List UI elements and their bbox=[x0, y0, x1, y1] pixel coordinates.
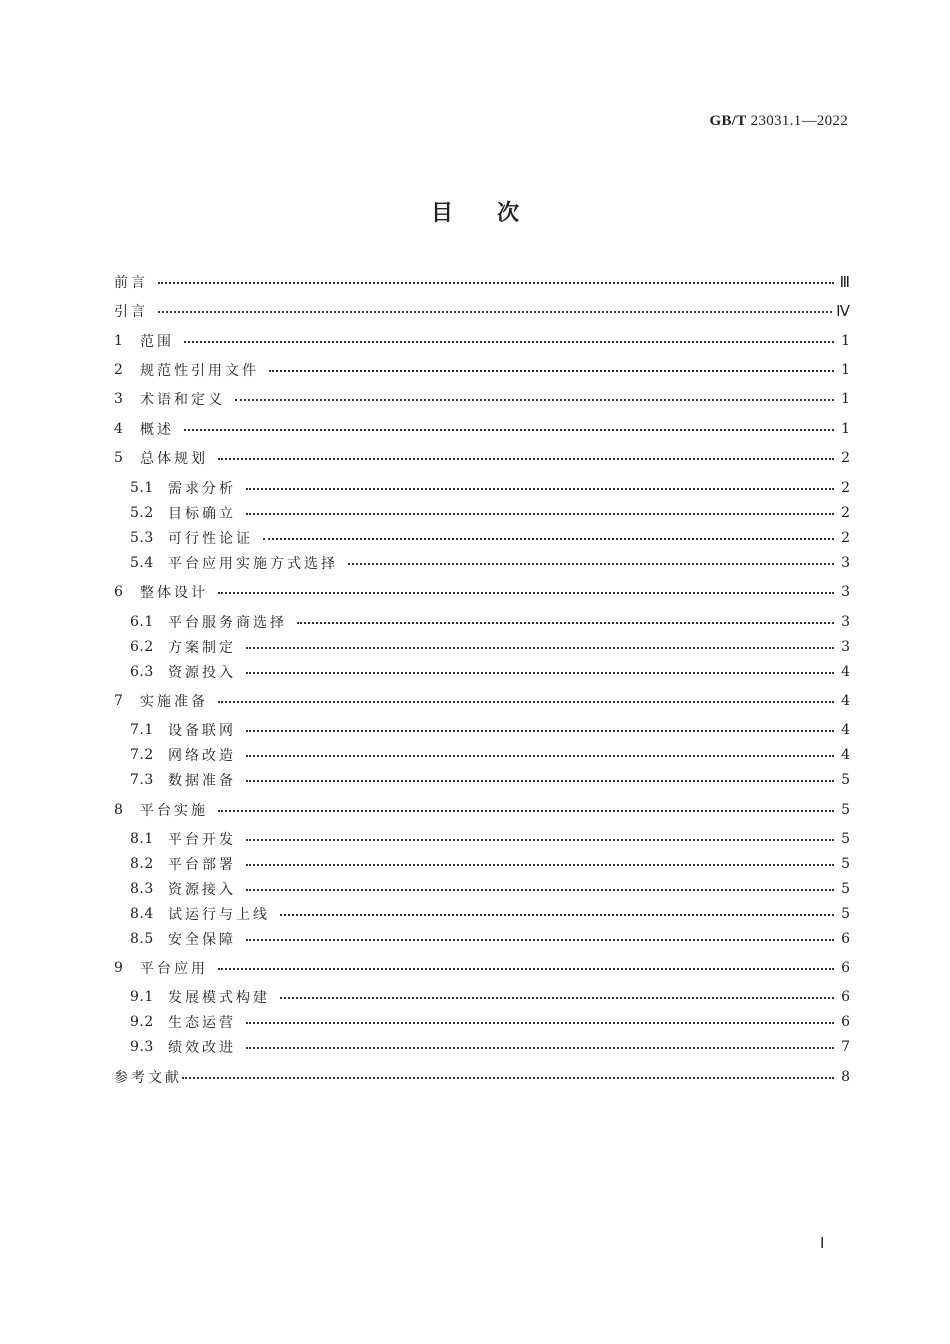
toc-entry-page: 4 bbox=[841, 722, 850, 738]
toc-entry-number: 2 bbox=[114, 362, 124, 378]
toc-dot-leader bbox=[246, 477, 838, 499]
toc-entry-page: 6 bbox=[841, 989, 850, 1005]
toc-entry[interactable] bbox=[114, 719, 850, 741]
toc-entry-label: 网络改造 bbox=[168, 748, 236, 764]
toc-entry-label: 可行性论证 bbox=[168, 531, 253, 547]
toc-entry-page: 5 bbox=[841, 772, 850, 788]
toc-entry-page: 3 bbox=[841, 614, 850, 630]
toc-entry-label: 试运行与上线 bbox=[168, 907, 270, 923]
toc-entry[interactable] bbox=[114, 611, 850, 633]
toc-entry-number: 3 bbox=[114, 391, 124, 407]
toc-entry-number: 9.3 bbox=[130, 1039, 154, 1055]
standard-code bbox=[710, 113, 848, 130]
toc-entry[interactable] bbox=[114, 271, 850, 293]
toc-entry[interactable] bbox=[114, 418, 850, 440]
toc-dot-leader bbox=[158, 300, 836, 322]
toc-entry[interactable] bbox=[114, 388, 850, 410]
toc-entry-page: 6 bbox=[841, 1014, 850, 1030]
toc-dot-leader bbox=[246, 1036, 838, 1058]
toc-dot-leader bbox=[246, 661, 838, 683]
toc-entry-number: 7 bbox=[114, 693, 124, 709]
toc-dot-leader bbox=[218, 799, 838, 821]
toc-entry-label: 引言 bbox=[114, 304, 148, 320]
toc-entry-label: 规范性引用文件 bbox=[140, 363, 259, 379]
toc-entry[interactable] bbox=[114, 1011, 850, 1033]
toc-entry-label: 平台部署 bbox=[168, 857, 236, 873]
toc-entry[interactable] bbox=[114, 477, 850, 499]
toc-entry-label: 方案制定 bbox=[168, 640, 236, 656]
toc-entry-label: 设备联网 bbox=[168, 723, 236, 739]
toc-entry-label: 实施准备 bbox=[140, 694, 208, 710]
toc-entry-number: 1 bbox=[114, 333, 124, 349]
toc-entry[interactable] bbox=[114, 928, 850, 950]
toc-entry[interactable] bbox=[114, 878, 850, 900]
toc-entry-label: 资源投入 bbox=[168, 665, 236, 681]
toc-entry-page: 4 bbox=[841, 747, 850, 763]
toc-entry-number: 6.1 bbox=[130, 614, 154, 630]
toc-entry-label: 概述 bbox=[140, 422, 174, 438]
toc-entry[interactable] bbox=[114, 502, 850, 524]
toc-entry-page: 1 bbox=[841, 362, 850, 378]
toc-entry-number: 8.3 bbox=[130, 881, 154, 897]
toc-entry-number: 9.1 bbox=[130, 989, 154, 1005]
toc-entry-page: 5 bbox=[841, 881, 850, 897]
toc-entry-label: 平台应用实施方式选择 bbox=[168, 556, 338, 572]
toc-entry-number: 6 bbox=[114, 584, 124, 600]
toc-entry[interactable] bbox=[114, 769, 850, 791]
toc-entry-page: 2 bbox=[841, 505, 850, 521]
toc-entry-page: Ⅳ bbox=[836, 303, 850, 320]
toc-entry-label: 安全保障 bbox=[168, 932, 236, 948]
toc-entry[interactable] bbox=[114, 1066, 850, 1088]
toc-entry-label: 平台服务商选择 bbox=[168, 615, 287, 631]
toc-dot-leader bbox=[246, 719, 838, 741]
toc-entry[interactable] bbox=[114, 527, 850, 549]
toc-dot-leader bbox=[184, 418, 838, 440]
toc-entry-page: 2 bbox=[841, 480, 850, 496]
toc-entry[interactable] bbox=[114, 853, 850, 875]
toc-dot-leader bbox=[246, 1011, 838, 1033]
toc-entry-page: 1 bbox=[841, 421, 850, 437]
toc-entry-page: 4 bbox=[841, 693, 850, 709]
toc-dot-leader bbox=[218, 690, 838, 712]
toc-entry-number: 8.5 bbox=[130, 931, 154, 947]
toc-entry[interactable] bbox=[114, 903, 850, 925]
toc-dot-leader bbox=[184, 330, 838, 352]
toc-entry-label: 数据准备 bbox=[168, 773, 236, 789]
toc-entry-number: 7.3 bbox=[130, 772, 154, 788]
toc-dot-leader bbox=[158, 271, 838, 293]
toc-dot-leader bbox=[269, 359, 838, 381]
toc-dot-leader bbox=[246, 502, 838, 524]
toc-entry-number: 9 bbox=[114, 960, 124, 976]
page-title: 目次 bbox=[430, 201, 563, 226]
toc-entry-number: 8.2 bbox=[130, 856, 154, 872]
toc-dot-leader bbox=[280, 903, 838, 925]
toc-entry-number: 5.1 bbox=[130, 480, 154, 496]
toc-dot-leader bbox=[246, 878, 838, 900]
toc-entry-page: 3 bbox=[841, 584, 850, 600]
toc-entry[interactable] bbox=[114, 447, 850, 469]
toc-entry[interactable] bbox=[114, 581, 850, 603]
toc-dot-leader bbox=[218, 581, 838, 603]
toc-entry-label: 资源接入 bbox=[168, 882, 236, 898]
toc-dot-leader bbox=[246, 928, 838, 950]
toc-entry-number: 6.2 bbox=[130, 639, 154, 655]
toc-entry-page: 2 bbox=[841, 530, 850, 546]
toc-entry-number: 7.1 bbox=[130, 722, 154, 738]
toc-dot-leader bbox=[246, 769, 838, 791]
toc-entry-page: 6 bbox=[841, 960, 850, 976]
toc-entry[interactable] bbox=[114, 661, 850, 683]
toc-dot-leader bbox=[218, 447, 838, 469]
toc-entry-page: 4 bbox=[841, 664, 850, 680]
toc-entry-page: 8 bbox=[841, 1069, 850, 1085]
toc-dot-leader bbox=[246, 636, 838, 658]
toc-entry-number: 8.4 bbox=[130, 906, 154, 922]
toc-entry-page: 5 bbox=[841, 802, 850, 818]
standard-code-number: 23031.1—2022 bbox=[750, 113, 848, 129]
toc-dot-leader bbox=[263, 527, 838, 549]
toc-entry[interactable] bbox=[114, 330, 850, 352]
toc-entry-label: 平台应用 bbox=[140, 961, 208, 977]
toc-entry[interactable] bbox=[114, 300, 850, 322]
toc-entry-page: 6 bbox=[841, 931, 850, 947]
toc-dot-leader bbox=[280, 986, 838, 1008]
toc-entry-label: 绩效改进 bbox=[168, 1040, 236, 1056]
toc-dot-leader bbox=[235, 388, 838, 410]
toc-entry[interactable] bbox=[114, 986, 850, 1008]
toc-entry-page: 1 bbox=[841, 333, 850, 349]
toc-entry[interactable] bbox=[114, 1036, 850, 1058]
toc-entry[interactable] bbox=[114, 957, 850, 979]
toc-entry-number: 8 bbox=[114, 802, 124, 818]
toc-entry-number: 7.2 bbox=[130, 747, 154, 763]
toc-entry-page: 1 bbox=[841, 391, 850, 407]
toc-entry-label: 发展模式构建 bbox=[168, 990, 270, 1006]
toc-dot-leader bbox=[246, 744, 838, 766]
toc-entry-label: 平台实施 bbox=[140, 803, 208, 819]
toc-entry-number: 6.3 bbox=[130, 664, 154, 680]
toc-entry-page: 5 bbox=[841, 831, 850, 847]
toc-dot-leader bbox=[182, 1066, 838, 1088]
toc-entry[interactable] bbox=[114, 828, 850, 850]
toc-entry-label: 总体规划 bbox=[140, 451, 208, 467]
toc-entry-label: 平台开发 bbox=[168, 832, 236, 848]
toc-entry[interactable] bbox=[114, 552, 850, 574]
toc-entry-number: 5 bbox=[114, 450, 124, 466]
toc-entry-number: 5.4 bbox=[130, 555, 154, 571]
toc-dot-leader bbox=[246, 853, 838, 875]
toc-dot-leader bbox=[348, 552, 838, 574]
toc-entry-number: 5.3 bbox=[130, 530, 154, 546]
toc-entry-label: 术语和定义 bbox=[140, 392, 225, 408]
toc-entry-page: Ⅲ bbox=[839, 274, 850, 291]
toc-entry[interactable] bbox=[114, 744, 850, 766]
toc-entry-label: 需求分析 bbox=[168, 481, 236, 497]
toc-entry-number: 4 bbox=[114, 421, 124, 437]
standard-code-prefix: GB/T bbox=[709, 113, 747, 129]
toc-entry-page: 5 bbox=[841, 906, 850, 922]
toc-entry[interactable] bbox=[114, 359, 850, 381]
toc-entry-label: 生态运营 bbox=[168, 1015, 236, 1031]
toc-entry-label: 前言 bbox=[114, 275, 148, 291]
toc-entry-number: 9.2 bbox=[130, 1014, 154, 1030]
toc-entry-label: 整体设计 bbox=[140, 585, 208, 601]
toc-entry-page: 3 bbox=[841, 639, 850, 655]
toc-entry-page: 5 bbox=[841, 856, 850, 872]
toc-entry[interactable] bbox=[114, 636, 850, 658]
toc-entry-page: 7 bbox=[841, 1039, 850, 1055]
page-number: Ⅰ bbox=[820, 1236, 825, 1252]
toc-entry-label: 范围 bbox=[140, 334, 174, 350]
toc-entry-page: 2 bbox=[841, 450, 850, 466]
toc-dot-leader bbox=[218, 957, 838, 979]
toc-dot-leader bbox=[246, 828, 838, 850]
toc-entry[interactable] bbox=[114, 799, 850, 821]
toc-entry-label: 目标确立 bbox=[168, 506, 236, 522]
toc-entry-number: 5.2 bbox=[130, 505, 154, 521]
toc-entry-number: 8.1 bbox=[130, 831, 154, 847]
toc-dot-leader bbox=[297, 611, 838, 633]
toc-entry[interactable] bbox=[114, 690, 850, 712]
toc-entry-label: 参考文献 bbox=[114, 1070, 182, 1086]
toc-entry-page: 3 bbox=[841, 555, 850, 571]
